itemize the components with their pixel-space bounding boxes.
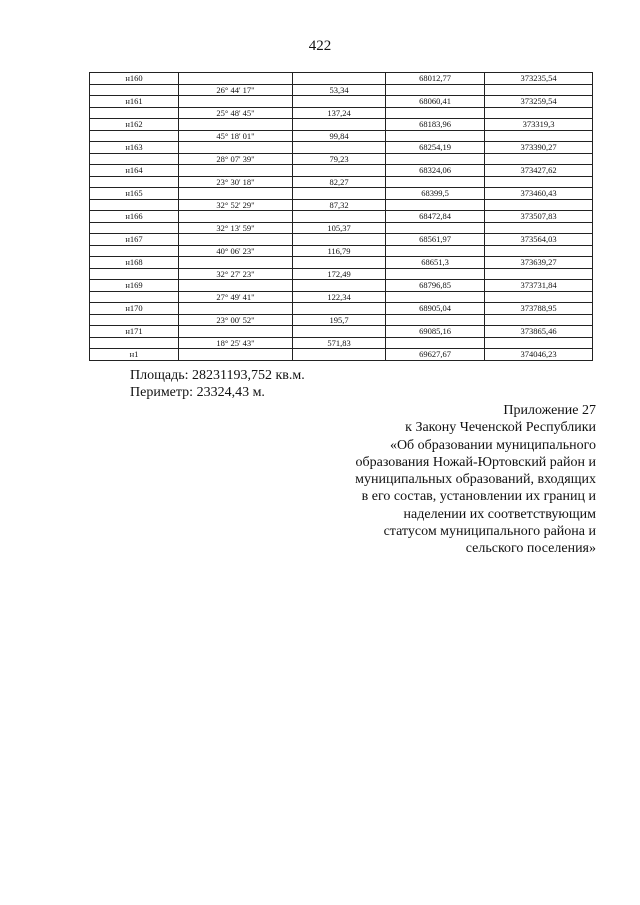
point-name-cell — [90, 222, 179, 234]
appendix-line: образования Ножай-Юртовский район и — [355, 454, 596, 470]
point-name-cell — [90, 314, 179, 326]
area-text: Площадь: 28231193,752 кв.м. — [130, 368, 305, 383]
y-coordinate-cell — [485, 291, 593, 303]
x-coordinate-cell: 68472,84 — [386, 211, 485, 223]
x-coordinate-cell — [386, 222, 485, 234]
point-name-cell: н171 — [90, 326, 179, 338]
x-coordinate-cell: 68254,19 — [386, 142, 485, 154]
segment-length-cell — [293, 280, 386, 292]
segment-length-cell — [293, 142, 386, 154]
y-coordinate-cell: 373319,3 — [485, 119, 593, 131]
point-name-cell — [90, 199, 179, 211]
y-coordinate-cell — [485, 245, 593, 257]
x-coordinate-cell: 69627,67 — [386, 349, 485, 361]
boundary-coordinates-table — [89, 72, 593, 361]
x-coordinate-cell — [386, 107, 485, 119]
direction-angle-cell — [179, 326, 293, 338]
point-name-cell: н169 — [90, 280, 179, 292]
segment-row — [90, 268, 593, 280]
direction-angle-cell — [179, 303, 293, 315]
segment-row — [90, 199, 593, 211]
y-coordinate-cell: 373788,95 — [485, 303, 593, 315]
point-name-cell: н161 — [90, 96, 179, 108]
direction-angle-cell — [179, 73, 293, 85]
y-coordinate-cell: 373259,54 — [485, 96, 593, 108]
x-coordinate-cell — [386, 153, 485, 165]
point-name-cell — [90, 291, 179, 303]
x-coordinate-cell — [386, 130, 485, 142]
x-coordinate-cell — [386, 268, 485, 280]
segment-length-cell: 82,27 — [293, 176, 386, 188]
point-name-cell: н166 — [90, 211, 179, 223]
direction-angle-cell — [179, 211, 293, 223]
point-name-cell — [90, 245, 179, 257]
segment-length-cell — [293, 257, 386, 269]
appendix-line: сельского поселения» — [465, 541, 596, 557]
segment-length-cell — [293, 211, 386, 223]
segment-length-cell — [293, 73, 386, 85]
point-name-cell: н168 — [90, 257, 179, 269]
x-coordinate-cell: 68651,3 — [386, 257, 485, 269]
x-coordinate-cell: 68796,85 — [386, 280, 485, 292]
segment-length-cell: 137,24 — [293, 107, 386, 119]
direction-angle-cell: 32° 52' 29" — [179, 199, 293, 211]
segment-row — [90, 130, 593, 142]
x-coordinate-cell: 68183,96 — [386, 119, 485, 131]
direction-angle-cell — [179, 165, 293, 177]
direction-angle-cell: 23° 00' 52" — [179, 314, 293, 326]
y-coordinate-cell: 373460,43 — [485, 188, 593, 200]
y-coordinate-cell — [485, 199, 593, 211]
direction-angle-cell: 27° 49' 41" — [179, 291, 293, 303]
point-name-cell — [90, 268, 179, 280]
direction-angle-cell: 45° 18' 01" — [179, 130, 293, 142]
point-row — [90, 96, 593, 108]
segment-row — [90, 291, 593, 303]
direction-angle-cell — [179, 96, 293, 108]
point-row — [90, 165, 593, 177]
x-coordinate-cell: 68399,5 — [386, 188, 485, 200]
x-coordinate-cell — [386, 176, 485, 188]
point-name-cell — [90, 153, 179, 165]
segment-length-cell — [293, 349, 386, 361]
segment-length-cell: 195,7 — [293, 314, 386, 326]
y-coordinate-cell — [485, 314, 593, 326]
direction-angle-cell — [179, 349, 293, 361]
y-coordinate-cell: 373865,46 — [485, 326, 593, 338]
segment-row — [90, 84, 593, 96]
appendix-line: «Об образовании муниципального — [389, 437, 596, 453]
coordinates-table-body — [90, 73, 593, 361]
y-coordinate-cell — [485, 268, 593, 280]
direction-angle-cell — [179, 280, 293, 292]
segment-row — [90, 222, 593, 234]
segment-length-cell: 105,37 — [293, 222, 386, 234]
direction-angle-cell — [179, 119, 293, 131]
appendix-line: статусом муниципального района и — [383, 524, 596, 540]
point-row — [90, 280, 593, 292]
y-coordinate-cell — [485, 337, 593, 349]
segment-length-cell: 172,49 — [293, 268, 386, 280]
y-coordinate-cell: 373427,62 — [485, 165, 593, 177]
x-coordinate-cell — [386, 291, 485, 303]
point-name-cell: н164 — [90, 165, 179, 177]
segment-length-cell — [293, 96, 386, 108]
segment-length-cell — [293, 234, 386, 246]
point-name-cell — [90, 337, 179, 349]
segment-row — [90, 107, 593, 119]
point-name-cell: н162 — [90, 119, 179, 131]
appendix-line: к Закону Чеченской Республики — [405, 420, 596, 436]
segment-length-cell: 571,83 — [293, 337, 386, 349]
direction-angle-cell — [179, 234, 293, 246]
direction-angle-cell — [179, 142, 293, 154]
point-name-cell: н1 — [90, 349, 179, 361]
point-name-cell — [90, 107, 179, 119]
x-coordinate-cell: 69085,16 — [386, 326, 485, 338]
segment-row — [90, 337, 593, 349]
y-coordinate-cell: 373639,27 — [485, 257, 593, 269]
point-name-cell — [90, 130, 179, 142]
x-coordinate-cell: 68060,41 — [386, 96, 485, 108]
appendix-line: Приложение 27 — [503, 403, 596, 418]
point-name-cell: н170 — [90, 303, 179, 315]
appendix-line: наделении их соответствующим — [403, 506, 596, 522]
segment-length-cell — [293, 119, 386, 131]
point-row — [90, 257, 593, 269]
segment-row — [90, 176, 593, 188]
direction-angle-cell: 32° 27' 23" — [179, 268, 293, 280]
segment-length-cell: 87,32 — [293, 199, 386, 211]
y-coordinate-cell: 373564,03 — [485, 234, 593, 246]
x-coordinate-cell: 68324,06 — [386, 165, 485, 177]
point-row — [90, 119, 593, 131]
direction-angle-cell: 25° 48' 45" — [179, 107, 293, 119]
segment-length-cell — [293, 326, 386, 338]
point-row — [90, 73, 593, 85]
segment-length-cell: 122,34 — [293, 291, 386, 303]
x-coordinate-cell — [386, 199, 485, 211]
x-coordinate-cell — [386, 84, 485, 96]
point-name-cell — [90, 84, 179, 96]
appendix-heading — [296, 402, 596, 558]
point-name-cell: н163 — [90, 142, 179, 154]
point-row — [90, 142, 593, 154]
segment-length-cell — [293, 303, 386, 315]
y-coordinate-cell — [485, 84, 593, 96]
x-coordinate-cell — [386, 314, 485, 326]
segment-length-cell: 99,84 — [293, 130, 386, 142]
segment-length-cell — [293, 188, 386, 200]
direction-angle-cell — [179, 188, 293, 200]
point-row — [90, 188, 593, 200]
x-coordinate-cell: 68012,77 — [386, 73, 485, 85]
y-coordinate-cell — [485, 130, 593, 142]
point-row — [90, 234, 593, 246]
y-coordinate-cell — [485, 222, 593, 234]
direction-angle-cell: 23° 30' 18" — [179, 176, 293, 188]
point-row — [90, 211, 593, 223]
segment-length-cell: 53,34 — [293, 84, 386, 96]
point-row — [90, 349, 593, 361]
direction-angle-cell: 28° 07' 39" — [179, 153, 293, 165]
x-coordinate-cell: 68561,97 — [386, 234, 485, 246]
direction-angle-cell: 32° 13' 59" — [179, 222, 293, 234]
y-coordinate-cell — [485, 107, 593, 119]
segment-length-cell: 79,23 — [293, 153, 386, 165]
point-name-cell — [90, 176, 179, 188]
segment-length-cell: 116,79 — [293, 245, 386, 257]
direction-angle-cell: 40° 06' 23" — [179, 245, 293, 257]
direction-angle-cell: 18° 25' 43" — [179, 337, 293, 349]
y-coordinate-cell: 373235,54 — [485, 73, 593, 85]
x-coordinate-cell: 68905,04 — [386, 303, 485, 315]
segment-row — [90, 245, 593, 257]
segment-row — [90, 153, 593, 165]
direction-angle-cell: 26° 44' 17" — [179, 84, 293, 96]
x-coordinate-cell — [386, 337, 485, 349]
y-coordinate-cell — [485, 153, 593, 165]
page-number: 422 — [308, 38, 332, 54]
segment-length-cell — [293, 165, 386, 177]
perimeter-text: Периметр: 23324,43 м. — [130, 385, 265, 400]
x-coordinate-cell — [386, 245, 485, 257]
y-coordinate-cell: 373507,83 — [485, 211, 593, 223]
point-row — [90, 326, 593, 338]
y-coordinate-cell: 374046,23 — [485, 349, 593, 361]
point-row — [90, 303, 593, 315]
segment-row — [90, 314, 593, 326]
point-name-cell: н160 — [90, 73, 179, 85]
point-name-cell: н167 — [90, 234, 179, 246]
y-coordinate-cell: 373731,84 — [485, 280, 593, 292]
appendix-line: муниципальных образований, входящих — [355, 472, 596, 488]
appendix-line: в его состав, установлении их границ и — [361, 489, 596, 505]
direction-angle-cell — [179, 257, 293, 269]
y-coordinate-cell: 373390,27 — [485, 142, 593, 154]
point-name-cell: н165 — [90, 188, 179, 200]
y-coordinate-cell — [485, 176, 593, 188]
